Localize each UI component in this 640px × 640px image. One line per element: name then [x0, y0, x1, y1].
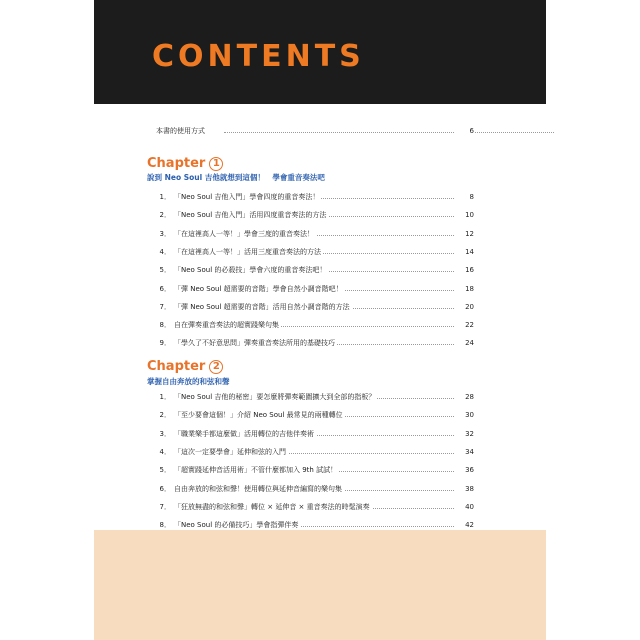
- toc-row[interactable]: [94, 264, 546, 276]
- toc-row[interactable]: [94, 428, 546, 440]
- toc-item-number: 1: [159, 393, 164, 401]
- toc-item-number: 8: [159, 321, 164, 330]
- toc-row[interactable]: [94, 319, 546, 331]
- number-separator: ．: [164, 393, 171, 401]
- toc-item-number: 8: [159, 521, 164, 530]
- number-separator: ．: [164, 429, 171, 438]
- toc-item-text: 自由奔放的和弦和聲！使用轉位與延伸音編寫的樂句集: [174, 484, 342, 493]
- number-separator: ．: [164, 284, 171, 293]
- toc-item-text: 「Neo Soul 的必備技巧」學會指彈伴奏: [174, 521, 299, 530]
- toc-item-number: 6: [159, 284, 164, 293]
- number-separator: ．: [164, 466, 171, 475]
- dot-leader: [224, 132, 554, 133]
- toc-row[interactable]: [94, 483, 546, 495]
- toc-item-number: 7: [159, 502, 164, 511]
- toc-item-text: 「學久了不好意思問」彈奏重音奏法所用的基礎技巧: [174, 339, 335, 348]
- toc-row[interactable]: [94, 501, 546, 513]
- toc-item-text: 「職業樂手都這麼做」活用轉位的吉他伴奏術: [174, 429, 314, 438]
- toc-item-text: 「Neo Soul 吉他入門」活用四度重音奏法的方法: [174, 211, 327, 220]
- toc-item-text: 「Neo Soul 的必殺技」學會六度的重音奏法吧！: [174, 266, 327, 275]
- toc-page-number: 30: [454, 409, 474, 421]
- toc-item-text: 自在彈奏重音奏法的超實踐樂句集: [174, 321, 279, 330]
- toc-item-text: 「在這裡高人一等！」學會三度的重音奏法！: [174, 229, 314, 238]
- toc-row[interactable]: [94, 337, 546, 349]
- chapter-number-badge: 2: [209, 360, 223, 374]
- toc-page-number: 28: [454, 391, 474, 403]
- toc-page-number: 8: [454, 191, 474, 203]
- chapter-label: Chapter: [147, 359, 206, 374]
- toc-item-number: 7: [159, 302, 164, 311]
- toc-page-number: 14: [454, 246, 474, 258]
- toc-page-number: 6: [454, 125, 474, 137]
- toc-row[interactable]: [94, 228, 546, 240]
- number-separator: ．: [164, 229, 171, 238]
- number-separator: ．: [164, 339, 171, 348]
- number-separator: ．: [164, 211, 171, 220]
- toc-item-number: 1: [159, 193, 164, 201]
- header-band: [94, 0, 546, 104]
- page-title: CONTENTS: [152, 39, 365, 74]
- footer-band: [94, 530, 546, 640]
- number-separator: ．: [164, 484, 171, 493]
- toc-row[interactable]: [94, 464, 546, 476]
- number-separator: ．: [164, 193, 171, 201]
- toc-item-text: 「Neo Soul 吉他入門」學會四度的重音奏法！: [174, 193, 320, 201]
- chapter-number-badge: 1: [209, 157, 223, 171]
- toc-item-number: 3: [159, 229, 164, 238]
- number-separator: ．: [164, 247, 171, 256]
- toc-item-number: 2: [159, 211, 164, 220]
- toc-page-number: 40: [454, 501, 474, 513]
- toc-page-number: 18: [454, 283, 474, 295]
- number-separator: ．: [164, 321, 171, 330]
- toc-page-number: 10: [454, 209, 474, 221]
- toc-item-number: 4: [159, 447, 164, 456]
- toc-item-text: 「彈 Neo Soul 超需要的音階」活用自然小調音階的方法: [174, 302, 350, 311]
- toc-item-number: 5: [159, 266, 164, 275]
- toc-page-number: 42: [454, 519, 474, 531]
- toc-row[interactable]: [94, 283, 546, 295]
- toc-page-number: 22: [454, 319, 474, 331]
- number-separator: ．: [164, 302, 171, 311]
- toc-row[interactable]: [94, 301, 546, 313]
- toc-row[interactable]: [94, 246, 546, 258]
- chapter-2-subtitle: 掌握自由奔放的和弦和聲: [147, 377, 230, 386]
- number-separator: ．: [164, 411, 171, 420]
- toc-page-number: 24: [454, 337, 474, 349]
- toc-page-number: 38: [454, 483, 474, 495]
- toc-item-text: 「至少要會這個！」介紹 Neo Soul 最常見的兩種轉位: [174, 411, 343, 420]
- toc-page-number: 34: [454, 446, 474, 458]
- number-separator: ．: [164, 521, 171, 530]
- toc-item-text: 「狂放無盡的和弦和聲」轉位 × 延伸音 × 重音奏法的時髦演奏: [174, 502, 370, 511]
- number-separator: ．: [164, 447, 171, 456]
- number-separator: ．: [164, 266, 171, 275]
- toc-item-text: 本書的使用方式: [156, 127, 205, 135]
- toc-row[interactable]: [94, 191, 546, 203]
- toc-item-number: 9: [159, 339, 164, 348]
- toc-item-text: 「彈 Neo Soul 超需要的音階」學會自然小調音階吧！: [174, 284, 343, 293]
- toc-item-number: 2: [159, 411, 164, 420]
- toc-item-number: 4: [159, 247, 164, 256]
- chapter-1-heading: [147, 156, 223, 172]
- toc-page-number: 12: [454, 228, 474, 240]
- number-separator: ．: [164, 502, 171, 511]
- toc-item-text: 「在這裡高人一等！」活用三度重音奏法的方法: [174, 247, 321, 256]
- toc-item-text: 「超實踐延伸音活用術」不管什麼都加入 9th 試試！: [174, 466, 338, 475]
- toc-item-number: 3: [159, 429, 164, 438]
- toc-item-number: 6: [159, 484, 164, 493]
- toc-item-text: 「這次一定要學會」延伸和弦的入門: [174, 447, 286, 456]
- chapter-1-subtitle: 說到 Neo Soul 吉他就想到這個！ 學會重音奏法吧: [147, 173, 325, 182]
- toc-intro-row[interactable]: [94, 125, 546, 137]
- toc-page-number: 16: [454, 264, 474, 276]
- toc-row[interactable]: [94, 409, 546, 421]
- toc-item-number: 5: [159, 466, 164, 475]
- chapter-2-heading: [147, 359, 223, 375]
- toc-row[interactable]: [94, 446, 546, 458]
- chapter-label: Chapter: [147, 156, 206, 171]
- toc-row[interactable]: [94, 391, 546, 403]
- toc-page-number: 36: [454, 464, 474, 476]
- toc-row[interactable]: [94, 209, 546, 221]
- toc-page-number: 32: [454, 428, 474, 440]
- book-page: [94, 0, 546, 640]
- toc-item-text: 「Neo Soul 吉他的秘密」要怎麼將彈奏範圍擴大到全部的指板？: [174, 393, 376, 401]
- toc-page-number: 20: [454, 301, 474, 313]
